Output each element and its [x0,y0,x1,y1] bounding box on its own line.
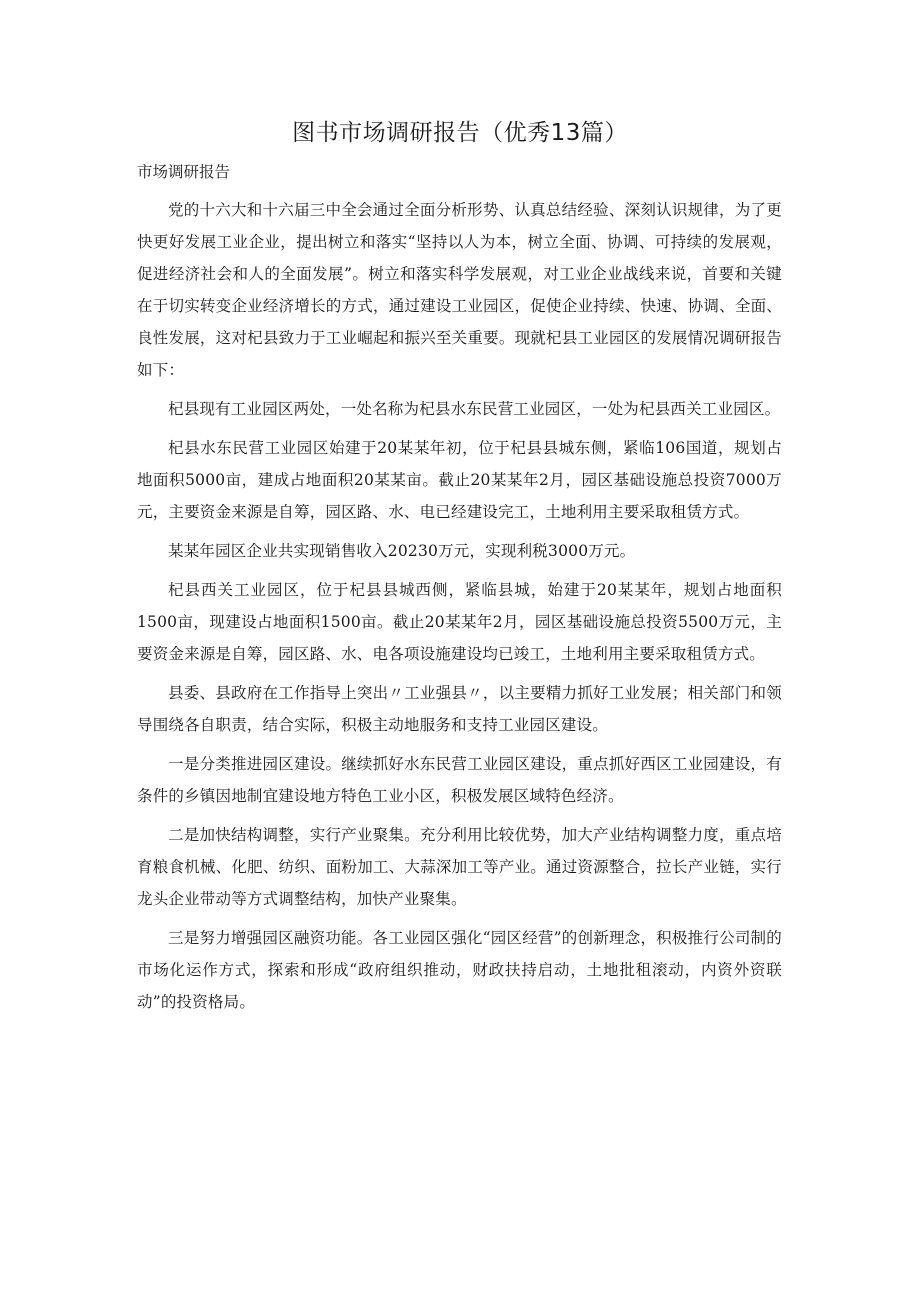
paragraph-point-one: 一是分类推进园区建设。继续抓好水东民营工业园区建设，重点抓好西区工业园建设，有条件的乡镇因地制宜建设地方特色工业小区，积极发展区域特色经济。 [137,755,782,805]
document-body [137,194,782,1025]
paragraph-point-three: 三是努力增强园区融资功能。各工业园区强化“园区经营”的创新理念，积极推行公司制的市场化运作方式，探索和形成“政府组织推动，财政扶持启动，土地批租滚动，内资外资联动”的投资格局。 [137,929,782,1011]
document-subtitle: 市场调研报告 [137,163,231,181]
paragraph-xiguan-park: 杞县西关工业园区，位于杞县县城西侧，紧临县城，始建于20某某年，规划占地面积1500亩，现建设占地面积1500亩。截止20某某年2月，园区基础设施总投资5500万元，主要资金来源是自筹，园区路、水、电各项设施建设均已竣工，土地利用主要采取租赁方式。 [137,581,782,663]
paragraph-parks-overview: 杞县现有工业园区两处，一处名称为杞县水东民营工业园区，一处为杞县西关工业园区。 [168,400,781,418]
paragraph-sales-revenue: 某某年园区企业共实现销售收入20230万元，实现利税3000万元。 [168,542,636,560]
document-title: 图书市场调研报告（优秀13篇） [292,120,628,146]
paragraph-shuidong-park: 杞县水东民营工业园区始建于20某某年初，位于杞县县城东侧，紧临106国道，规划占地面积5000亩，建成占地面积20某某亩。截止20某某年2月，园区基础设施总投资7000万元，主要资金来源是自筹，园区路、水、电已经建设完工，土地利用主要采取租赁方式。 [137,439,782,521]
paragraph-point-two: 二是加快结构调整，实行产业聚集。充分利用比较优势，加大产业结构调整力度，重点培育粮食机械、化肥、纺织、面粉加工、大蒜深加工等产业。通过资源整合，拉长产业链，实行龙头企业带动等方式调整结构，加快产业聚集。 [137,826,782,908]
paragraph-intro: 党的十六大和十六届三中全会通过全面分析形势、认真总结经验、深刻认识规律，为了更快更好发展工业企业，提出树立和落实“坚持以人为本，树立全面、协调、可持续的发展观，促进经济社会和人的全面发展”。树立和落实科学发展观，对工业企业战线来说，首要和关键在于切实转变企业经济增长的方式，通过建设工业园区，促使企业持续、快速、协调、全面、良性发展，这对杞县致力于工业崛起和振兴至关重要。现就杞县工业园区的发展情况调研报告如下： [137,201,782,379]
paragraph-government-guidance: 县委、县政府在工作指导上突出〃工业强县〃，以主要精力抓好工业发展；相关部门和领导围绕各自职责，结合实际，积极主动地服务和支持工业园区建设。 [137,684,782,734]
